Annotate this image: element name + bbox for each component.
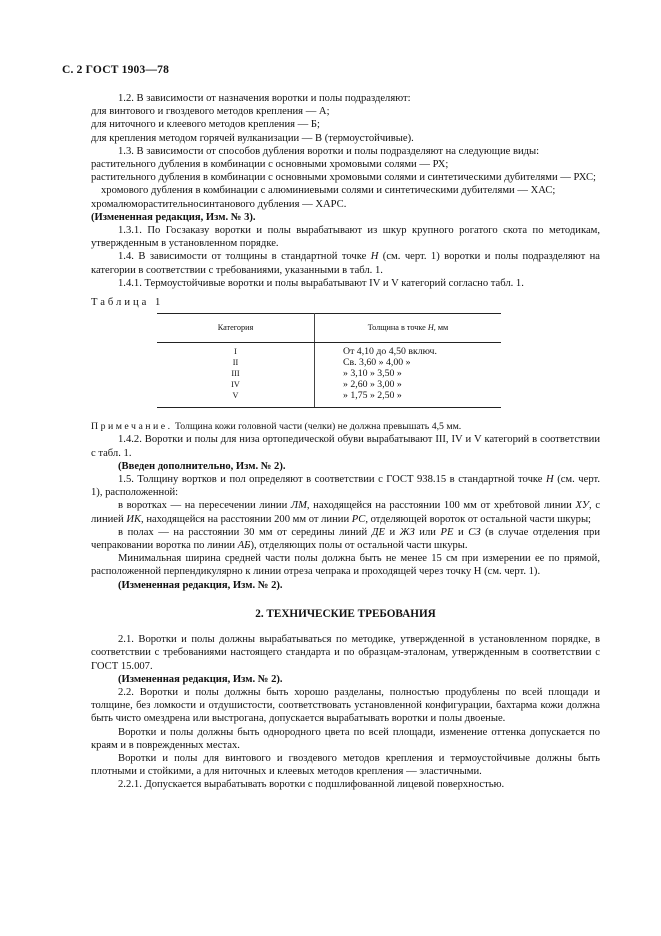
clause-1-3-xars: хромалюморастительносинтанового дубления — ХАРС. [91,198,347,210]
text: 1.4. В зависимости от толщины в стандартной точке [118,251,371,263]
text: или [414,526,441,538]
clause-1-2-a: для винтового и гвоздевого методов крепления — А; [91,106,330,118]
point-h: Н [427,323,434,333]
text: , мм [433,323,449,333]
note-label: Примечание. [91,421,173,433]
note-text: Толщина кожи головной части (челки) не должна превышать 4,5 мм. [172,421,462,433]
clause-1-5-min-width: Минимальная ширина средней части полы должна быть не менее 15 см при измерении ее по прямой, расположенной перпендикулярно к линии отреза чепрака и проходящей через точку Н (см. черт. 1). [91,553,600,578]
category: V [232,391,239,401]
text: в воротках — на пересечении линии [118,500,291,512]
table-note [91,420,600,433]
amendment-note: (Измененная редакция, Изм. № 2). [118,673,283,685]
line-label: ДЕ [371,526,385,538]
category: IV [231,380,240,390]
clause-1-2-b: для ниточного и клеевого методов крепления — Б; [91,119,320,131]
thickness: Св. 3,60 » 4,00 » [343,357,411,369]
clause-1-3-rx: растительного дубления в комбинации с основными хромовыми солями — РХ; [91,159,449,171]
text: , находящейся на расстоянии 100 мм от хребтовой линии [306,500,576,512]
category: II [232,358,239,368]
amendment-note: (Введен дополнительно, Изм. № 2). [118,460,286,472]
point-h: Н [370,251,379,263]
line-label: ХУ [575,500,590,512]
clause-1-5 [91,473,600,499]
table-categories [157,343,315,408]
table-thickness [315,343,502,408]
category: III [231,369,240,379]
thickness: » 2,60 » 3,00 » [343,379,402,391]
section-title: 2. ТЕХНИЧЕСКИЕ ТРЕБОВАНИЯ [255,607,436,620]
text: , с линией [91,500,601,525]
text: и [453,526,469,538]
text: ), отделяющих полы от остальной части шкуры. [250,540,468,552]
clause-1-3: 1.3. В зависимости от способов дубления воротки и полы подразделяют на следующие виды: [118,145,540,157]
clause-1-2: 1.2. В зависимости от назначения воротки и полы подразделяют: [118,93,411,104]
clause-1-4-2: 1.4.2. Воротки и полы для низа ортопедической обуви вырабатывают III, IV и V категорий в соответствии с табл. 1. [91,434,600,459]
line-label: РЕ [440,526,454,538]
thickness: » 3,10 » 3,50 » [343,368,402,380]
table-header-thickness [315,314,502,343]
amendment-note: (Измененная редакция, Изм. № 3). [91,211,256,223]
line-label: ИК [126,513,142,525]
thickness: » 1,75 » 2,50 » [343,390,402,402]
clause-1-4-1: 1.4.1. Термоустойчивые воротки и полы вырабатывают IV и V категорий согласно табл. 1. [118,277,524,289]
clause-1-3-1: 1.3.1. По Госзаказу воротки и полы вырабатывают из шкур крупного рогатого скота по методикам, утвержденным в установленном порядке. [91,225,600,250]
clause-1-3-rxs: растительного дубления в комбинации с основными хромовыми солями и синтетическими дубителями — РХС; [91,172,596,184]
clause-1-3-xas: хромового дубления в комбинации с алюминиевыми солями и синтетическими дубителями — ХАС; [101,185,556,197]
document-body [91,92,600,792]
clause-2-2-color: Воротки и полы должны быть однородного цвета по всей площади, изменение оттенка допускается по краям и в поврежденных местах. [91,726,600,751]
text: (см. черт. 1), расположенной: [91,474,600,499]
table-caption: Таблица 1 [91,297,164,309]
text: (в случае отделения при чепраковании воротка по линии [91,526,600,552]
line-label: ЖЗ [399,526,415,538]
clause-2-2: 2.2. Воротки и полы должны быть хорошо разделаны, полностью продублены по всей площади и толщине, без ломкости и отдушистости, соответствовать установленной конфигурации, бахтарма кожи должна быть чисто омездрена или выстрогана, допускается вырабатывать воротки и полы двоеные. [91,686,600,725]
table-1 [157,313,501,408]
text: 1.5. Толщину вортков и пол определяют в соответствии с ГОСТ 938.15 в стандартной точке [118,474,547,486]
table-header-category: Категория [157,314,315,343]
amendment-note: (Измененная редакция, Изм. № 2). [118,579,283,591]
clause-1-5-collar [91,499,600,525]
line-label: СЗ [468,526,481,538]
text: , отделяющей вороток от остальной части шкуры; [365,513,592,525]
text: , находящейся на расстоянии 200 мм от линии [141,513,352,525]
clause-1-2-v: для крепления методом горячей вулканизации — В (термоустойчивые). [91,132,414,144]
text: (см. черт. 1) воротки и полы подразделяют на категории в соответствии с требованиями, указанными в табл. 1. [91,251,600,276]
page-header: С. 2 ГОСТ 1903—78 [62,64,170,76]
point-h: Н [546,474,554,486]
clause-1-4 [91,250,600,276]
text: и [384,526,400,538]
clause-1-5-flanks [91,526,600,552]
clause-2-2-density: Воротки и полы для винтового и гвоздевого методов крепления и термоустойчивые должны быть плотными и стойкими, а для ниточных и клеевых методов крепления — эластичными. [91,752,600,778]
text: Толщина в точке [367,323,428,333]
text: в полах — на расстоянии 30 мм от середины линий [118,526,372,538]
line-label: ЛМ [290,500,307,512]
clause-2-2-1: 2.2.1. Допускается вырабатывать воротки с подшлифованной лицевой поверхностью. [118,779,505,791]
category: I [234,347,237,357]
line-label: РС [351,513,366,525]
clause-2-1: 2.1. Воротки и полы должны вырабатываться по методике, утвержденной в установленном порядке, в соответствии с требованиями настоящего стандарта и по образцам-эталонам, утвержденным в соответствии с ГОСТ 15.007. [91,634,600,672]
thickness: От 4,10 до 4,50 включ. [343,346,437,358]
line-label: АБ [237,540,251,552]
